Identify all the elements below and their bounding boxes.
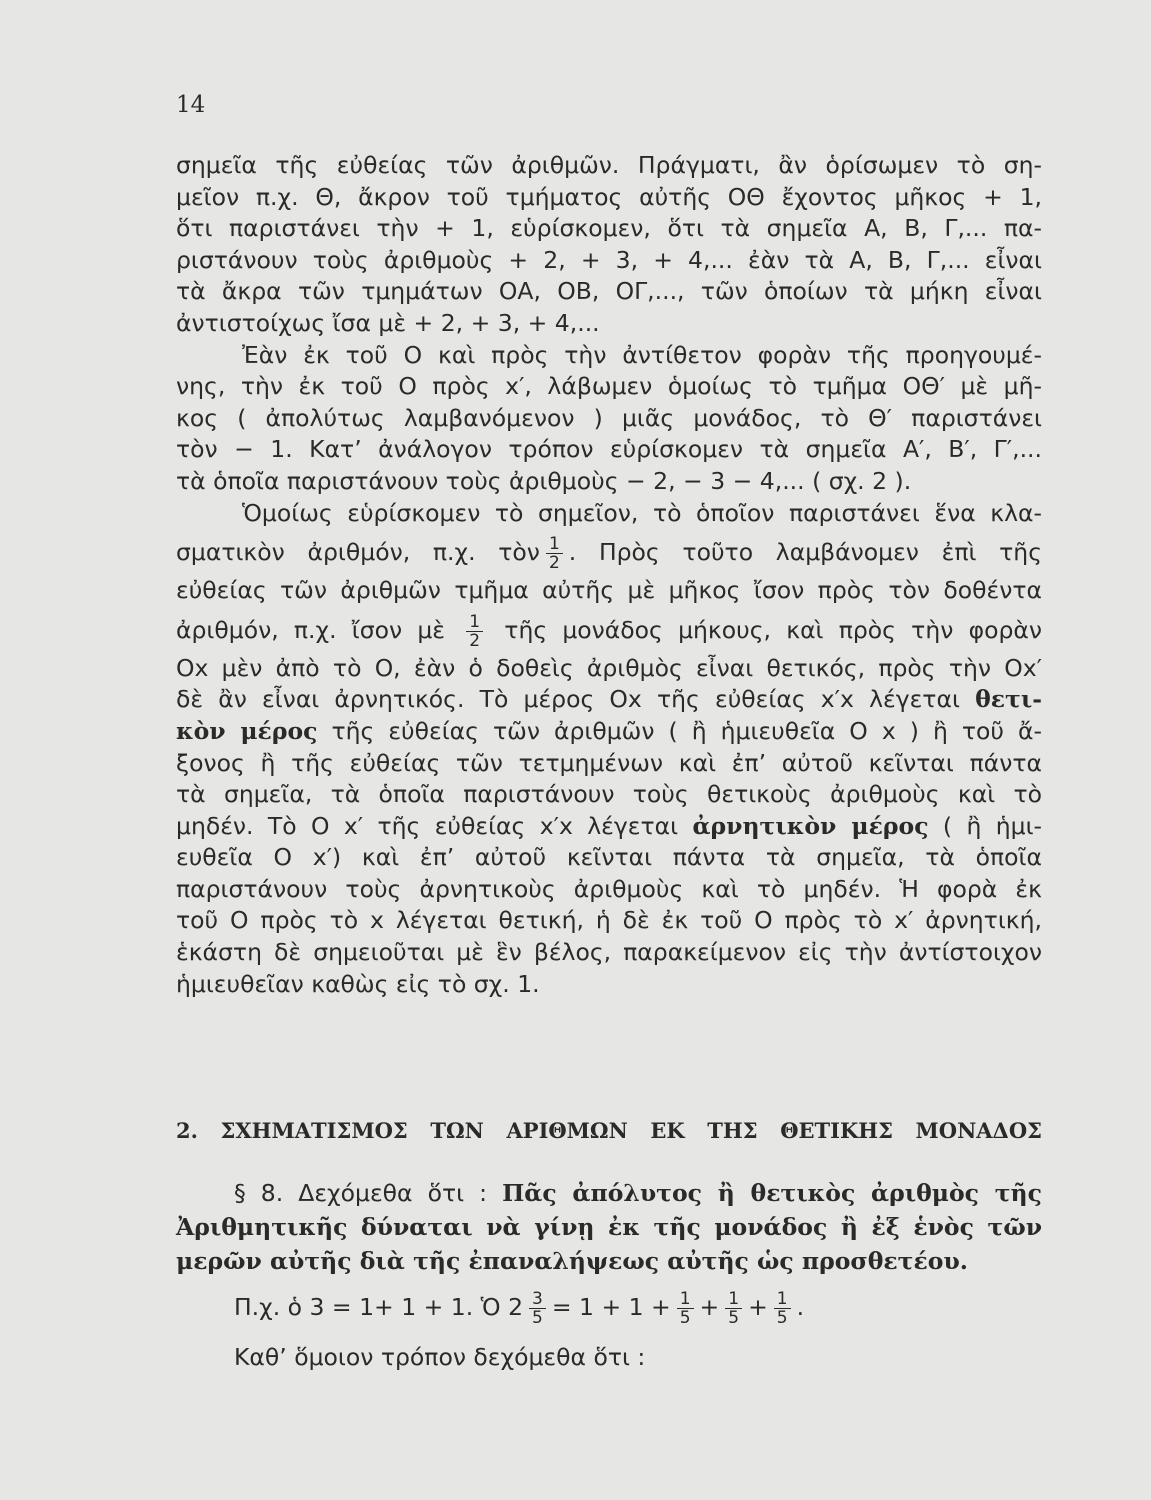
period: . [796,1293,805,1321]
text-line: ευθεῖα Ο x′) καὶ ἐπ’ αὐτοῦ κεῖνται πάντα τὰ σημεῖα, τὰ ὁποῖα [176,843,1042,872]
plus-sign: + [699,1293,720,1321]
text-line: μεῖον π.χ. Θ, ἄκρον τοῦ τμήματος αὐτῆς ΟΘ ἔχοντος μῆκος + 1, [176,182,1042,211]
text-line: παριστάνουν τοὺς ἀρνητικοὺς ἀριθμοὺς καὶ τὸ μηδέν. Ἡ φορὰ ἐκ [176,874,1042,903]
text-line: ἡμιευθεῖαν καθὼς εἰς τὸ σχ. 1. [176,969,540,998]
fraction-denominator: 5 [776,1308,788,1328]
text-line: τὰ σημεῖα, τὰ ὁποῖα παριστάνουν τοὺς θετικοὺς ἀριθμοὺς καὶ τὸ [176,780,1042,809]
text-line [176,1176,1042,1210]
text-line: κος ( ἀπολύτως λαμβανόμενον ) μιᾶς μονάδος, τὸ Θ′ παριστάνει [176,403,1042,432]
text-fragment: Π.χ. ὁ 3 = 1+ 1 + 1. Ὁ 2 [234,1293,524,1321]
bold-term: θετι- [975,685,1042,714]
text-line: ξονος ἢ τῆς εὐθείας τῶν τετμημένων καὶ ἐπ’ αὐτοῦ κεῖνται πάντα [176,748,1042,777]
text-fragment: δὲ ἂν εἶναι ἀρνητικός. Τὸ μέρος Οx τῆς εὐθείας x′x λέγεται [176,685,960,714]
bold-statement: Ἀριθμητικῆς δύναται νὰ γίνῃ ἐκ τῆς μονάδος ἢ ἐξ ἑνὸς τῶν [176,1213,1042,1241]
fraction-numerator: 1 [677,1290,694,1309]
text-fragment: τῆς μονάδος μήκους, καὶ πρὸς τὴν φορὰν [504,615,1042,644]
fraction-three-fifths [529,1290,546,1327]
bold-statement: Πᾶς ἀπόλυτος ἢ θετικὸς ἀριθμὸς τῆς [502,1179,1042,1207]
section-paragraph [176,1176,1042,1278]
text-line: νης, τὴν ἐκ τοῦ Ο πρὸς x′, λάβωμεν ὁμοίως τὸ τμῆμα ΟΘ′ μὲ μῆ- [176,372,1042,401]
text-line: Ἐὰν ἐκ τοῦ Ο καὶ πρὸς τὴν ἀντίθετον φορὰν τῆς προηγουμέ- [242,340,1042,369]
text-line: Ὁμοίως εὑρίσκομεν τὸ σημεῖον, τὸ ὁποῖον παριστάνει ἕνα κλα- [242,498,1042,527]
text-line-with-fraction [176,529,1042,575]
text-line: ἑκάστη δὲ σημειοῦται μὲ ἓν βέλος, παρακείμενον εἰς τὴν ἀντίστοιχον [176,938,1042,967]
fraction-one-fifth [774,1290,791,1327]
text-line [176,811,1042,843]
fraction-numerator: 1 [725,1290,742,1309]
bold-term: κὸν μέρος [176,716,318,745]
text-line-with-fraction [176,607,1042,653]
fraction-numerator: 1 [774,1290,791,1309]
fraction-denominator: 5 [728,1308,740,1328]
bold-statement: μερῶν αὐτῆς διὰ τῆς ἐπαναλήψεως αὐτῆς ὡς προσθετέου. [176,1247,968,1275]
text-line: ἀντιστοίχως ἴσα μὲ + 2, + 3, + 4,... [176,308,600,337]
text-fragment: μηδέν. Τὸ Ο x′ τῆς εὐθείας x′x λέγεται [176,811,679,840]
text-line: εὐθείας τῶν ἀριθμῶν τμῆμα αὐτῆς μὲ μῆκος ἴσον πρὸς τὸν δοθέντα [176,576,1042,605]
text-fragment: σματικὸν ἀριθμόν, π.χ. τὸν [176,538,540,567]
section-title: 2. ΣΧΗΜΑΤΙΣΜΟΣ ΤΩΝ ΑΡΙΘΜΩΝ ΕΚ ΤΗΣ ΘΕΤΙΚΗΣ ΜΟΝΑΔΟΣ [176,1118,1042,1143]
text-fragment: Καθ’ ὅμοιον τρόπον δεχόμεθα ὅτι : [234,1343,646,1371]
example-equation [176,1284,1042,1330]
final-line [176,1343,645,1371]
fraction-denominator: 2 [548,553,560,574]
text-fragment: . Πρὸς τοῦτο λαμβάνομεν ἐπὶ τῆς [568,538,1042,567]
text-fragment: τῆς εὐθείας τῶν ἀριθμῶν ( ἢ ἡμιευθεῖα Ο x ) ἢ τοῦ ἄ- [331,716,1043,745]
fraction-one-half [546,535,563,572]
fraction-numerator: 1 [546,535,563,554]
text-line: τὸν − 1. Κατ’ ἀνάλογον τρόπον εὑρίσκομεν τὰ σημεῖα Α′, Β′, Γ′,... [176,435,1042,464]
main-text [176,150,1042,1000]
fraction-numerator: 3 [529,1290,546,1309]
text-line: σημεῖα τῆς εὐθείας τῶν ἀριθμῶν. Πράγματι, ἂν ὁρίσωμεν τὸ ση- [176,151,1042,179]
plus-sign: + [748,1293,768,1321]
text-fragment: ( ἢ ἡμι- [942,811,1042,840]
paragraph-label: § 8. [234,1179,284,1207]
text-line: ὅτι παριστάνει τὴν + 1, εὑρίσκομεν, ὅτι τὰ σημεῖα Α, Β, Γ,... πα- [176,214,1042,243]
fraction-denominator: 5 [679,1308,691,1328]
text-line: Οx μὲν ἀπὸ τὸ Ο, ἐὰν ὁ δοθεὶς ἀριθμὸς εἶναι θετικός, πρὸς τὴν Οx′ [176,653,1042,682]
text-fragment: Δεχόμεθα ὅτι : [298,1179,488,1207]
text-line: ριστάνουν τοὺς ἀριθμοὺς + 2, + 3, + 4,... ἐὰν τὰ Α, Β, Γ,... εἶναι [176,245,1042,274]
text-line: τὰ ὁποῖα παριστάνουν τοὺς ἀριθμοὺς − 2, − 3 − 4,... ( σχ. 2 ). [176,466,912,495]
fraction-denominator: 5 [532,1308,543,1328]
text-fragment: = 1 + 1 + [551,1293,671,1321]
fraction-one-fifth [677,1290,694,1327]
text-line: τοῦ Ο πρὸς τὸ x λέγεται θετική, ἡ δὲ ἐκ τοῦ Ο πρὸς τὸ x′ ἀρνητική, [176,906,1042,935]
fraction-one-fifth [725,1290,742,1327]
text-fragment: ἀριθμόν, π.χ. ἴσον μὲ [176,615,445,644]
text-line [176,684,1042,716]
fraction-one-half [466,613,483,650]
page-number: 14 [176,92,206,118]
text-line: τὰ ἄκρα τῶν τμημάτων ΟΑ, ΟΒ, ΟΓ,..., τῶν ὁποίων τὰ μήκη εἶναι [176,277,1042,306]
fraction-denominator: 2 [469,630,481,651]
bold-term: ἀρνητικὸν μέρος [692,811,929,840]
text-line [176,716,1042,748]
fraction-numerator: 1 [466,613,483,632]
